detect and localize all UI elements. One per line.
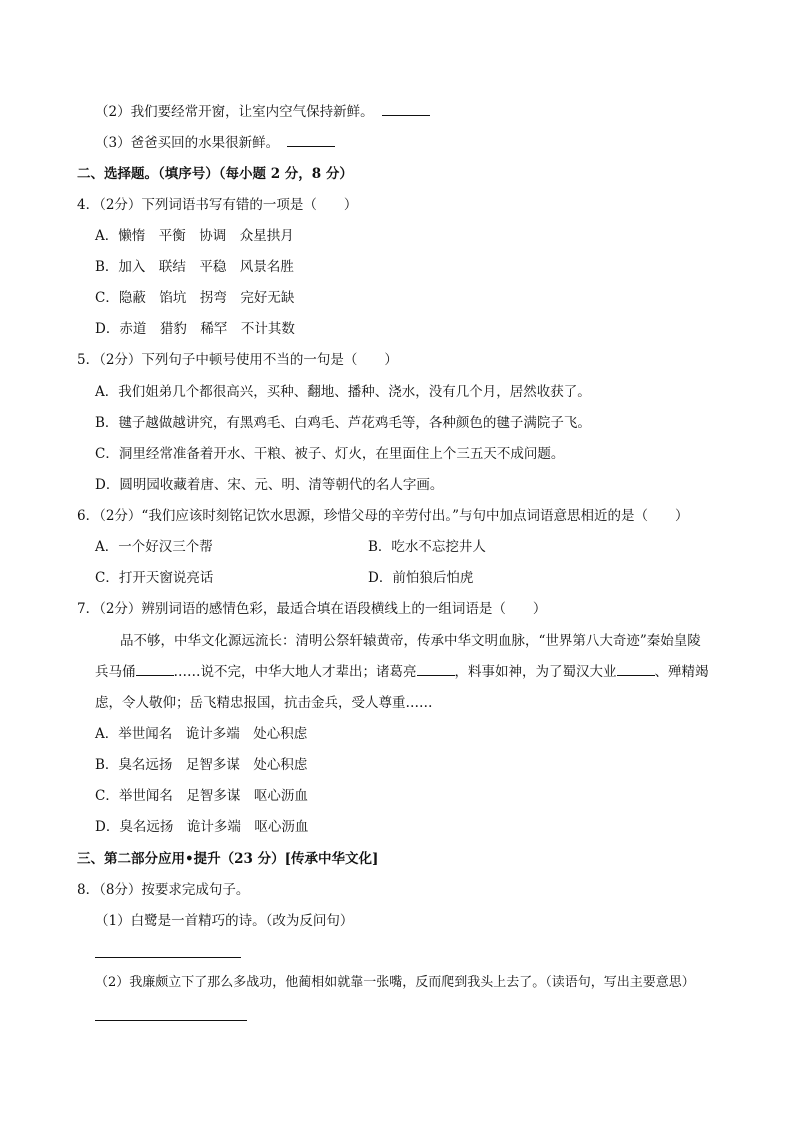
question-5-option-a[interactable]: A．我们姐弟几个都很高兴，买种、翻地、播种、浇水，没有几个月，居然收获了。 (95, 384, 591, 400)
question-text: （3）爸爸买回的水果很新鲜。 (95, 135, 280, 151)
question-5-option-c[interactable]: C．洞里经常准备着开水、干粮、被子、灯火，在里面住上个三五天不成问题。 (95, 446, 565, 462)
question-4-option-c[interactable]: C．隐蔽 馅坑 拐弯 完好无缺 (95, 290, 295, 306)
question-6: 6．（2分）“我们应该时刻铭记饮水思源，珍惜父母的辛劳付出。”与句中加点词语意思相近的是（ ） (77, 508, 689, 524)
question-5-option-d[interactable]: D．圆明园收藏着唐、宋、元、明、清等朝代的名人字画。 (95, 477, 444, 493)
answer-blank[interactable] (617, 663, 655, 676)
section-2-heading: 二、选择题。（填序号）（每小题 2 分，8 分） (77, 166, 353, 182)
question-5-option-b[interactable]: B．毽子越做越讲究，有黑鸡毛、白鸡毛、芦花鸡毛等，各种颜色的毽子满院子飞。 (95, 415, 591, 431)
question-6-option-d[interactable]: D．前怕狼后怕虎 (368, 570, 474, 586)
question-3-item-2 (95, 103, 430, 121)
question-6-option-c[interactable]: C．打开天窗说亮话 (95, 570, 214, 586)
answer-blank[interactable] (287, 134, 335, 147)
passage-text: ，料事如神，为了蜀汉大业 (454, 664, 617, 680)
question-7-option-d[interactable]: D．臭名远扬 诡计多端 呕心沥血 (95, 819, 309, 835)
question-8-item-2: （2）我廉颇立下了那么多战功，他蔺相如就靠一张嘴，反而爬到我头上去了。（读语句，写出主要意思） (95, 975, 695, 990)
question-7-passage-line-2 (95, 663, 709, 681)
question-8-item-1: （1）白鹭是一首精巧的诗。（改为反问句） (95, 913, 354, 929)
question-4-option-b[interactable]: B．加入 联结 平稳 风景名胜 (95, 259, 294, 275)
section-3-heading: 三、第二部分应用•提升（23 分）[传承中华文化] (77, 851, 379, 867)
question-4-option-a[interactable]: A．懒惰 平衡 协调 众星拱月 (95, 228, 294, 244)
answer-blank[interactable] (136, 663, 174, 676)
question-6-option-b[interactable]: B．吃水不忘挖井人 (368, 539, 486, 555)
answer-blank[interactable] (382, 103, 430, 116)
question-4: 4．（2分）下列词语书写有错的一项是（ ） (77, 197, 358, 213)
question-7-passage-line-1: 品不够，中华文化源远流长：清明公祭轩辕黄帝，传承中华文明血脉，“世界第八大奇迹”秦始皇陵 (120, 633, 701, 649)
question-7-option-a[interactable]: A．举世闻名 诡计多端 处心积虑 (95, 726, 308, 742)
question-7-option-c[interactable]: C．举世闻名 足智多谋 呕心沥血 (95, 788, 308, 804)
question-5: 5．（2分）下列句子中顿号使用不当的一句是（ ） (77, 352, 398, 368)
question-8: 8．（8分）按要求完成句子。 (77, 882, 250, 898)
question-3-item-3 (95, 134, 335, 152)
question-4-option-d[interactable]: D．赤道 猎豹 稀罕 不计其数 (95, 321, 295, 337)
passage-text: ……说不完，中华大地人才辈出；诸葛亮 (173, 664, 417, 680)
answer-blank[interactable] (417, 663, 455, 676)
question-text: （2）我们要经常开窗，让室内空气保持新鲜。 (95, 104, 374, 120)
answer-line[interactable] (95, 1020, 247, 1021)
question-7-option-b[interactable]: B．臭名远扬 足智多谋 处心积虑 (95, 757, 308, 773)
question-6-option-a[interactable]: A．一个好汉三个帮 (95, 539, 213, 555)
passage-text: 兵马俑 (95, 664, 136, 680)
answer-line[interactable] (95, 957, 241, 958)
passage-text: 、殚精竭 (654, 664, 709, 680)
question-7-passage-line-3: 虑，令人敬仰；岳飞精忠报国，抗击金兵，受人尊重…… (95, 695, 433, 711)
question-7: 7．（2分）辨别词语的感情色彩，最适合填在语段横线上的一组词语是（ ） (77, 601, 547, 617)
